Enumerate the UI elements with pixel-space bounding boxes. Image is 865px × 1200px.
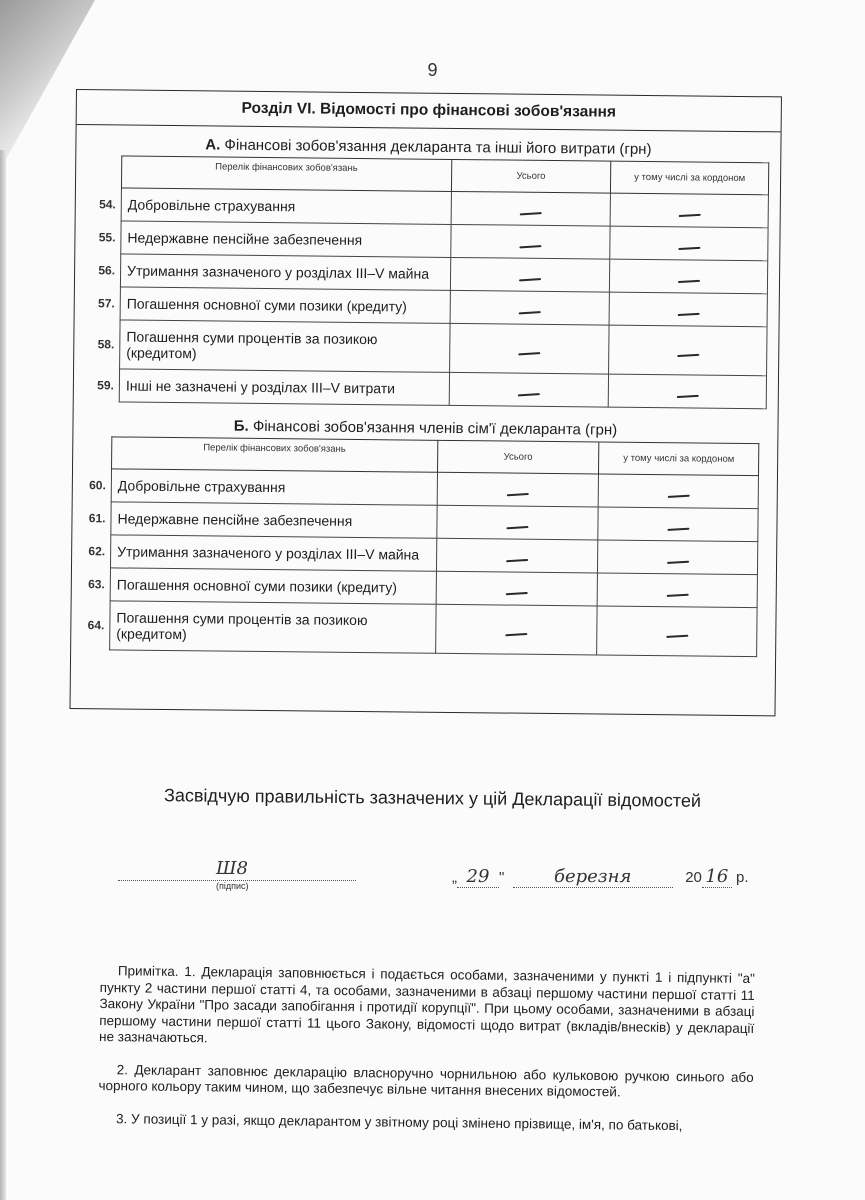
column-header-total: Усього	[437, 440, 599, 474]
row-label-cell	[98, 254, 450, 290]
column-header-total: Усього	[451, 159, 611, 193]
dash-mark	[518, 352, 540, 355]
row-number: 60.	[89, 478, 106, 493]
row-number: 63.	[88, 577, 105, 592]
row-number: 57.	[97, 296, 115, 311]
row-number: 55.	[98, 230, 116, 245]
row-total-cell	[449, 372, 609, 407]
dash-mark	[677, 354, 699, 357]
date-line	[452, 866, 749, 888]
row-label: Утримання зазначеного у розділах III–V майна	[117, 543, 420, 563]
row-total-cell	[450, 224, 610, 259]
column-header-list: Перелік фінансових зобов'язань	[112, 437, 438, 472]
row-label-cell	[89, 469, 437, 505]
date-year-unit: р.	[736, 869, 749, 886]
dash-mark	[506, 526, 528, 529]
row-total-cell	[437, 472, 599, 507]
row-label-cell	[88, 568, 436, 604]
row-number: 58.	[97, 337, 115, 352]
part-a-table	[97, 155, 770, 409]
row-total-cell	[435, 604, 597, 655]
row-total-cell	[436, 505, 598, 540]
date-day: 29	[457, 866, 499, 888]
dash-mark	[666, 635, 688, 638]
dash-mark	[677, 313, 699, 316]
dash-mark	[506, 559, 528, 562]
row-total-cell	[449, 323, 609, 374]
section-title: Розділ VI. Відомості про фінансові зобов'язання	[77, 90, 781, 132]
row-label: Погашення основної суми позики (кредиту)	[116, 576, 398, 596]
dash-mark	[678, 247, 700, 250]
date-year-prefix: 20	[685, 869, 702, 886]
row-number: 62.	[88, 544, 106, 559]
row-label: Погашення суми процентів за позикою (кредитом)	[116, 609, 368, 643]
dash-mark	[519, 278, 541, 281]
note-3: 3. У позиції 1 у разі, якщо декларантом у звітному році змінено прізвище, ім'я, по батькові,	[116, 1110, 683, 1133]
row-total-cell	[436, 571, 598, 606]
row-label-cell	[97, 287, 450, 323]
notes-block	[98, 963, 755, 1151]
row-total-cell	[436, 538, 598, 573]
dash-mark	[667, 495, 689, 498]
row-label-cell	[99, 188, 451, 224]
dash-mark	[506, 592, 528, 595]
attestation-text: Засвідчую правильність зазначених у цій Декларації відомостей	[163, 785, 702, 811]
row-label: Недержавне пенсійне забезпечення	[127, 229, 363, 249]
date-year-suffix: 16	[702, 866, 732, 888]
dash-mark	[678, 214, 700, 217]
row-abroad-cell	[598, 474, 758, 509]
note-1: Примітка. 1. Декларація заповнюється і подається особами, зазначеними у пункті 1 і підпункті "а" пункту 2 частини першої статті 4, та особами, зазначеними в абзаці першому частини першої статті 11 Закону України "Про засади запобігання і протидії корупції". При цьому особами, зазначеними в абзаці першому частини першої статті 11 цього Закону, відомості щодо витрат (вкладів/внесків) у декларації не зазначаються.	[99, 963, 755, 1046]
row-abroad-cell	[609, 292, 767, 327]
row-abroad-cell	[610, 259, 768, 294]
row-label-cell	[98, 221, 451, 257]
dash-mark	[519, 245, 541, 248]
table-row	[120, 320, 767, 376]
dash-mark	[667, 561, 689, 564]
dash-mark	[667, 528, 689, 531]
column-header-list: Перелік фінансових зобов'язань	[121, 156, 451, 191]
row-label-cell	[97, 320, 450, 372]
row-label-cell	[87, 601, 436, 653]
row-number: 64.	[87, 618, 105, 633]
row-total-cell	[451, 191, 611, 226]
row-abroad-cell	[598, 507, 758, 542]
row-number: 59.	[97, 378, 114, 393]
row-label-cell	[88, 535, 436, 571]
signature-label: (підпис)	[216, 881, 249, 891]
dash-mark	[518, 393, 540, 396]
signature-mark: Ш8	[216, 858, 248, 879]
column-header-abroad: у тому числі за кордоном	[599, 442, 759, 476]
dash-mark	[520, 212, 542, 215]
page-number: 9	[427, 60, 438, 80]
dash-mark	[676, 395, 698, 398]
date-quote-close: "	[499, 869, 505, 886]
row-total-cell	[450, 290, 610, 325]
dash-mark	[505, 633, 527, 636]
row-label: Добровільне страхування	[117, 477, 286, 496]
row-label: Недержавне пенсійне забезпечення	[117, 510, 353, 529]
row-label: Утримання зазначеного у розділах III–V майна	[127, 262, 430, 282]
row-abroad-cell	[610, 226, 768, 261]
dash-mark	[519, 311, 541, 314]
table-row	[110, 601, 757, 657]
note-2: 2. Декларант заповнює декларацію власноручно чорнильною або кульковою ручкою синього або чорного кольору таким чином, що забезпечує вільне читання внесених відомостей.	[98, 1061, 754, 1100]
row-abroad-cell	[597, 606, 757, 657]
row-number: 61.	[88, 511, 106, 526]
part-b-title-text: Фінансові зобов'язання членів сім'ї декларанта (грн)	[252, 417, 618, 439]
row-label: Погашення основної суми позики (кредиту)	[126, 295, 407, 315]
row-abroad-cell	[598, 540, 758, 575]
table-row	[119, 369, 766, 409]
row-abroad-cell	[610, 193, 768, 228]
scan-page-edge	[0, 150, 6, 1200]
part-b-letter: Б.	[233, 417, 249, 435]
dash-mark	[678, 280, 700, 283]
row-abroad-cell	[609, 325, 767, 376]
row-abroad-cell	[597, 573, 757, 608]
section-vi-frame	[70, 89, 782, 716]
row-label: Інші не зазначені у розділах III–V витрати	[125, 377, 396, 397]
row-abroad-cell	[608, 374, 766, 409]
part-a-letter: А.	[205, 136, 221, 154]
row-number: 56.	[98, 263, 116, 278]
column-header-abroad: у тому числі за кордоном	[611, 161, 769, 195]
part-b-table	[87, 436, 759, 657]
row-label-cell	[97, 369, 449, 405]
date-quote-open: „	[452, 869, 457, 886]
row-number: 54.	[99, 197, 116, 212]
dash-mark	[666, 594, 688, 597]
dash-mark	[507, 493, 529, 496]
row-label: Погашення суми процентів за позикою (кредитом)	[126, 328, 378, 362]
row-label-cell	[88, 502, 437, 538]
date-month: березня	[513, 866, 673, 888]
part-a-title-text: Фінансові зобов'язання декларанта та інші його витрати (грн)	[224, 136, 652, 159]
row-label: Добровільне страхування	[127, 196, 296, 215]
row-total-cell	[450, 257, 610, 292]
